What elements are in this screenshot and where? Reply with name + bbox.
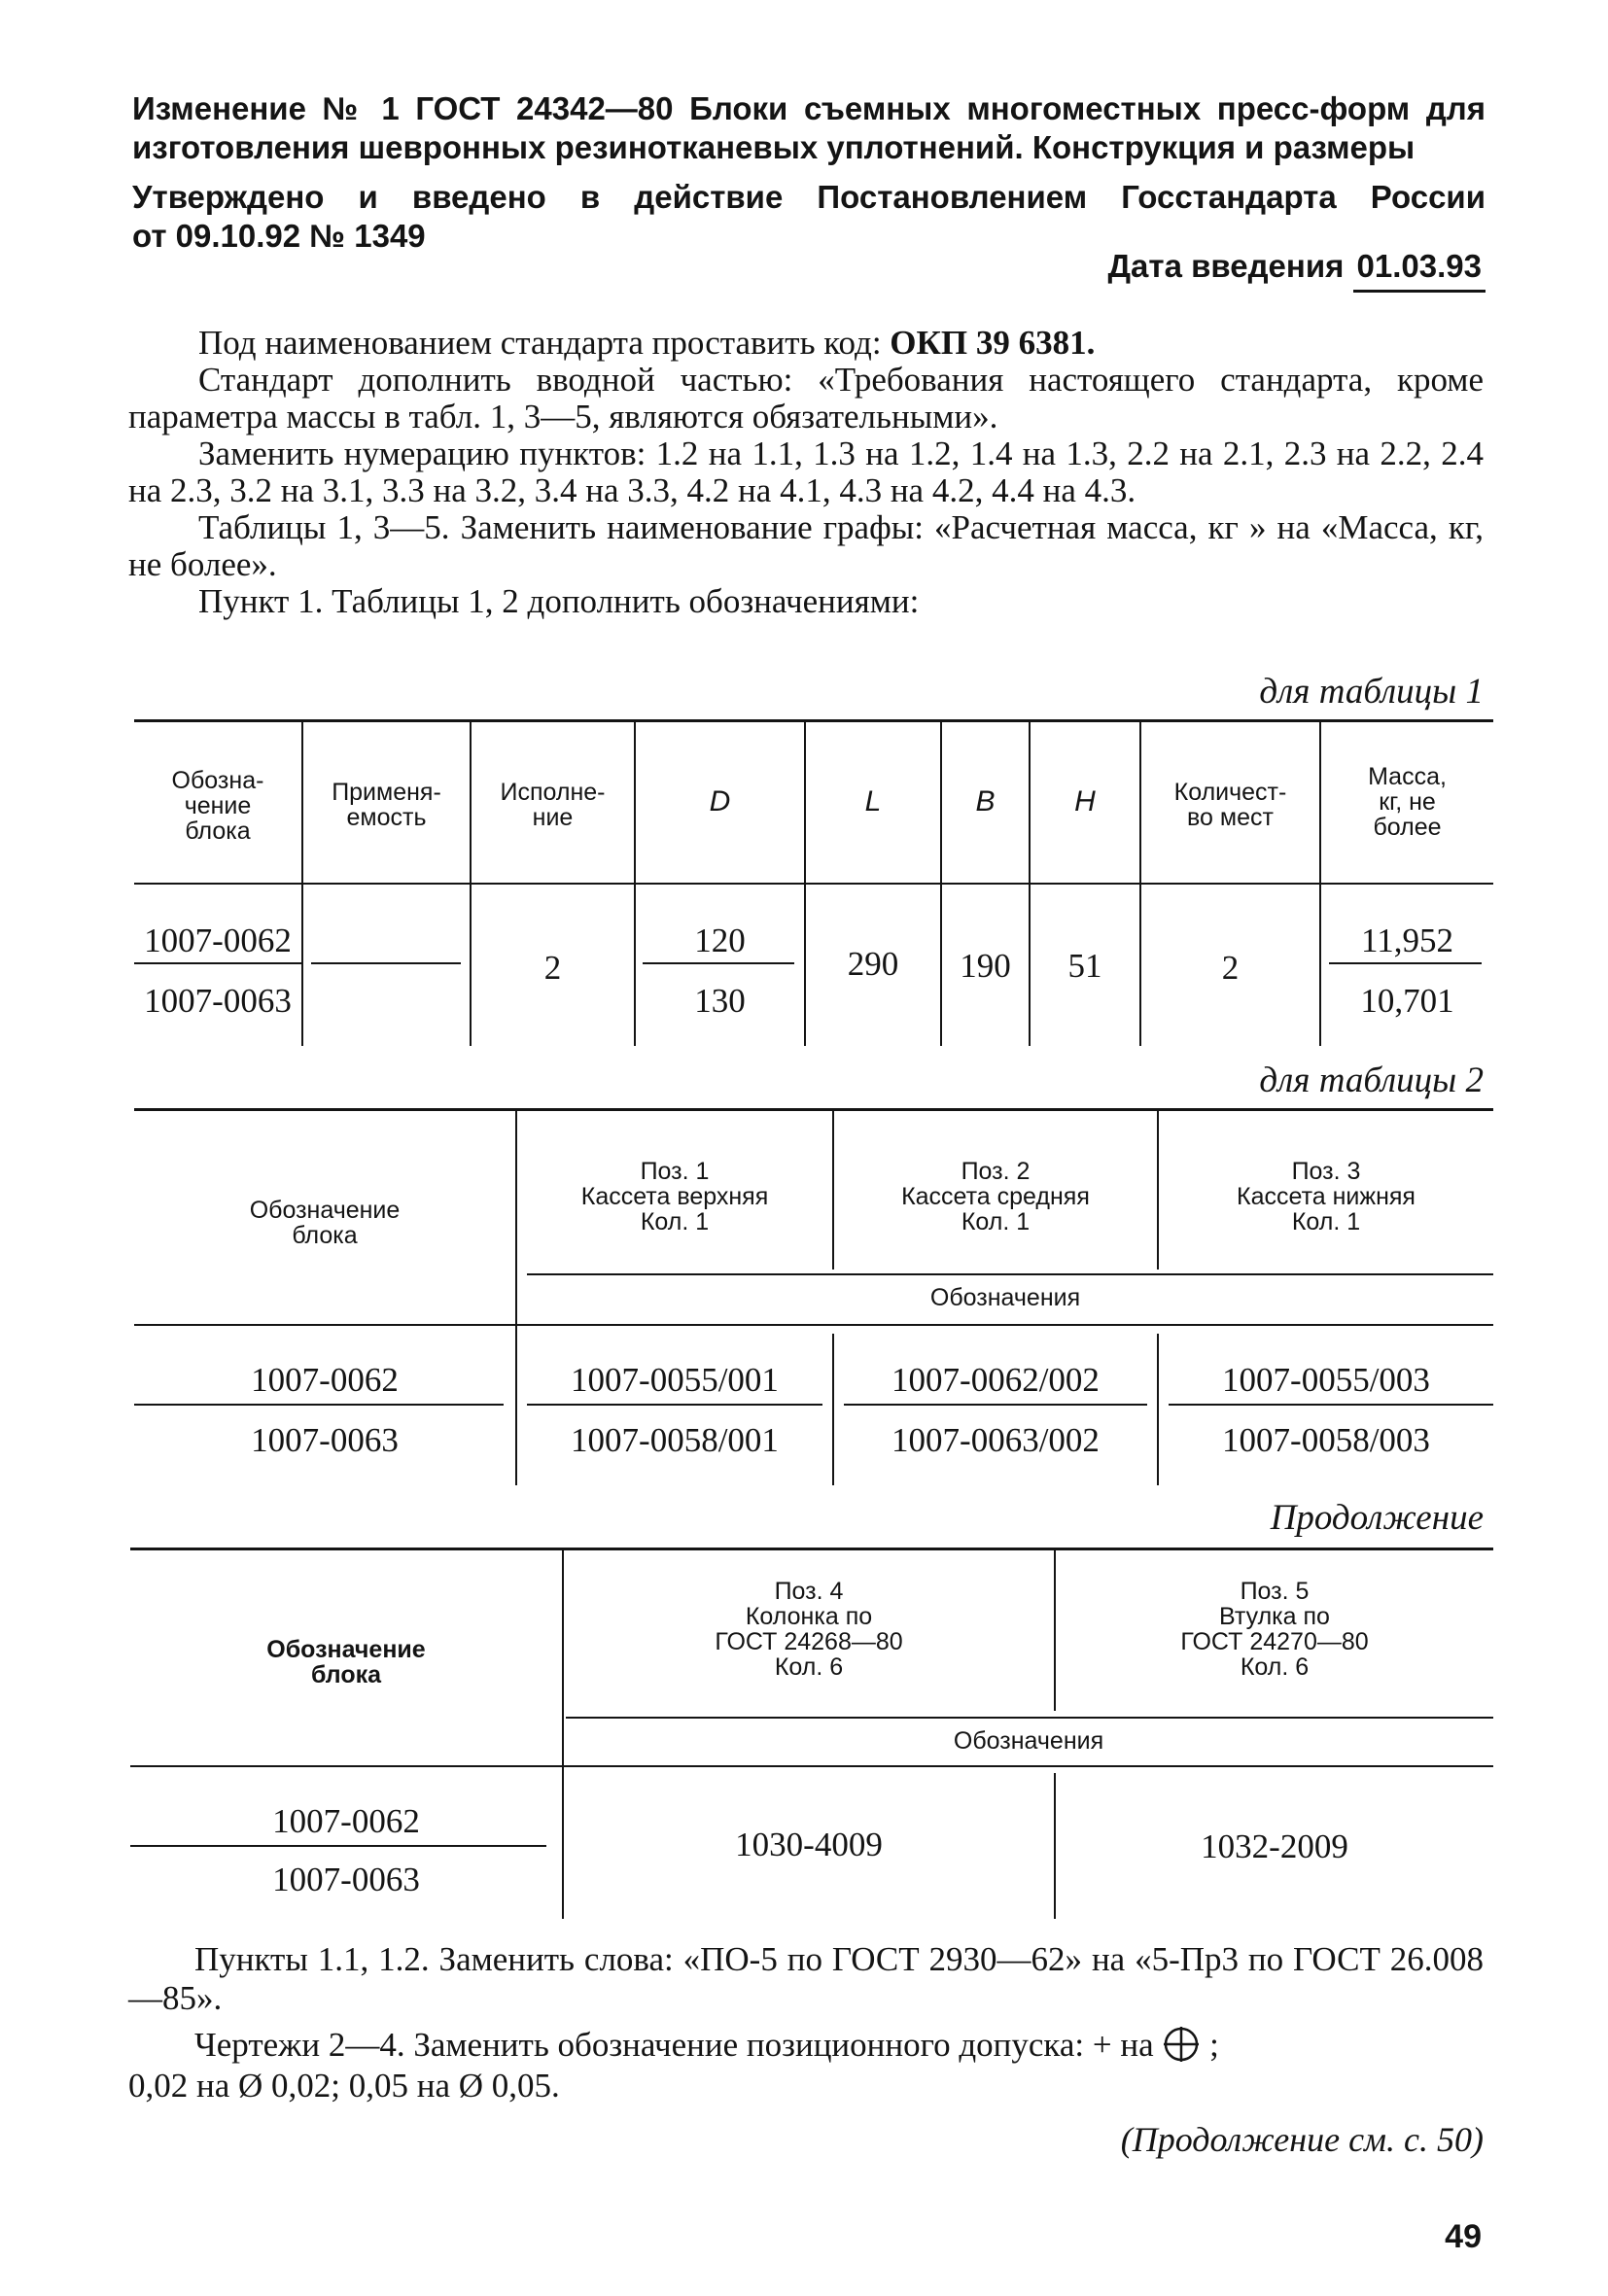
t2-subheader: Обозначения xyxy=(929,1284,1081,1311)
page-number: 49 xyxy=(1445,2218,1482,2255)
paragraph-okp-text: Под наименованием стандарта проставить код: xyxy=(198,324,891,362)
t3-c5: 1032-2009 xyxy=(1201,1827,1348,1865)
t2-header-pos1: Поз. 1 Кассета верхняя Кол. 1 xyxy=(580,1158,769,1235)
t1-header-mass: Масса, кг, не более xyxy=(1368,763,1447,841)
t2-row2-code: 1007-0063 xyxy=(251,1421,399,1459)
t1-h: 51 xyxy=(1067,947,1102,985)
paragraph-tables-rename: Таблицы 1, 3—5. Заменить наименование графы: «Расчетная масса, кг » на «Масса, кг, не более». xyxy=(128,508,1484,583)
t1-row2-d: 130 xyxy=(694,982,746,1020)
paragraph-okp xyxy=(128,325,1484,362)
effective-date-label: Дата введения xyxy=(1107,248,1345,284)
t2-row2-c2: 1007-0063/002 xyxy=(891,1421,1100,1459)
t1-row2-code: 1007-0063 xyxy=(144,982,292,1020)
t1-header-version: Исполне- ние xyxy=(500,779,606,831)
t1-row1-d: 120 xyxy=(694,922,746,959)
t3-header-code: Обозначение блока xyxy=(266,1636,426,1688)
t2-row1-c3: 1007-0055/003 xyxy=(1222,1361,1430,1399)
paragraph-drawings-end: ; xyxy=(1201,2026,1219,2064)
t3-row2-code: 1007-0063 xyxy=(272,1861,420,1898)
footer-paragraphs xyxy=(128,1940,1484,2105)
t2-row1-c1: 1007-0055/001 xyxy=(571,1361,779,1399)
table3 xyxy=(130,1548,1493,1919)
t2-row1-code: 1007-0062 xyxy=(251,1361,399,1399)
doc-title-line1: Изменение № 1 ГОСТ 24342—80 Блоки съемных многоместных пресс-форм для xyxy=(132,90,1486,126)
t1-header-d: D xyxy=(709,785,731,818)
t2-row2-c1: 1007-0058/001 xyxy=(571,1421,779,1459)
t1-header-places: Количест- во мест xyxy=(1173,779,1287,831)
t1-row1-code: 1007-0062 xyxy=(144,922,292,959)
doc-title xyxy=(132,89,1486,167)
effective-date xyxy=(1108,247,1486,293)
paragraph-numbering: Заменить нумерацию пунктов: 1.2 на 1.1, 1.3 на 1.2, 1.4 на 1.3, 2.2 на 2.1, 2.3 на 2.2, 2.4 на 2.3, 3.2 на 3.1, 3.3 на 3.2, 3.4 на 3.3, 4.2 на 4.1, 4.3 на 4.2, 4.4 на 4.3. xyxy=(128,435,1484,509)
t3-row1-code: 1007-0062 xyxy=(272,1802,420,1840)
paragraph-item1: Пункт 1. Таблицы 1, 2 дополнить обозначениями: xyxy=(198,582,920,620)
table3-caption: Продолжение xyxy=(1270,1498,1484,1538)
paragraph-items-1-1: Пункты 1.1, 1.2. Заменить слова: «ПО-5 по ГОСТ 2930—62» на «5-Пр3 по ГОСТ 26.008—85». xyxy=(128,1940,1484,2017)
effective-date-value: 01.03.93 xyxy=(1353,247,1486,293)
continued-note: (Продолжение см. с. 50) xyxy=(1120,2120,1484,2159)
t1-places: 2 xyxy=(1221,949,1240,987)
t2-row2-c3: 1007-0058/003 xyxy=(1222,1421,1430,1459)
t1-header-l: L xyxy=(864,785,882,818)
t1-version: 2 xyxy=(543,949,562,987)
intro-paragraphs xyxy=(128,325,1484,620)
position-tolerance-icon xyxy=(1162,2025,1201,2064)
paragraph-intro: Стандарт дополнить вводной частью: «Требования настоящего стандарта, кроме параметра массы в табл. 1, 3—5, являются обязательными». xyxy=(128,361,1484,435)
t2-header-pos2: Поз. 2 Кассета средняя Кол. 1 xyxy=(901,1158,1090,1235)
t1-l: 290 xyxy=(847,945,899,983)
t2-row1-c2: 1007-0062/002 xyxy=(891,1361,1100,1399)
t3-subheader: Обозначения xyxy=(953,1727,1104,1755)
t1-header-b: B xyxy=(975,785,996,818)
t3-c4: 1030-4009 xyxy=(735,1826,883,1863)
t1-header-applicability: Применя- емость xyxy=(332,779,441,831)
t1-b: 190 xyxy=(960,947,1011,985)
table1 xyxy=(134,719,1493,1046)
t1-header-code: Обозна- чение блока xyxy=(171,767,264,845)
t1-row2-mass: 10,701 xyxy=(1360,982,1454,1020)
okp-code: ОКП 39 6381. xyxy=(890,324,1096,362)
t1-header-h: H xyxy=(1074,785,1096,818)
approval-line2: от 09.10.92 № 1349 xyxy=(132,218,426,254)
table2-caption: для таблицы 2 xyxy=(1259,1061,1484,1100)
paragraph-drawings-text: Чертежи 2—4. Заменить обозначение позиционного допуска: + на xyxy=(194,2026,1163,2064)
paragraph-drawings xyxy=(128,2024,1484,2067)
approval-block xyxy=(132,178,1486,256)
t1-row1-mass: 11,952 xyxy=(1361,922,1453,959)
table2 xyxy=(134,1108,1493,1485)
t2-header-code: Обозначение блока xyxy=(249,1197,401,1249)
approval-line1: Утверждено и введено в действие Постановлением Госстандарта России xyxy=(132,179,1486,215)
t2-header-pos3: Поз. 3 Кассета нижняя Кол. 1 xyxy=(1237,1158,1416,1235)
table1-caption: для таблицы 1 xyxy=(1259,672,1484,712)
paragraph-drawings-line2: 0,02 на Ø 0,02; 0,05 на Ø 0,05. xyxy=(128,2067,560,2105)
t3-header-pos5: Поз. 5 Втулка по ГОСТ 24270—80 Кол. 6 xyxy=(1180,1578,1369,1681)
t3-header-pos4: Поз. 4 Колонка по ГОСТ 24268—80 Кол. 6 xyxy=(715,1578,903,1681)
doc-title-line2: изготовления шевронных резинотканевых уплотнений. Конструкция и размеры xyxy=(132,129,1416,165)
